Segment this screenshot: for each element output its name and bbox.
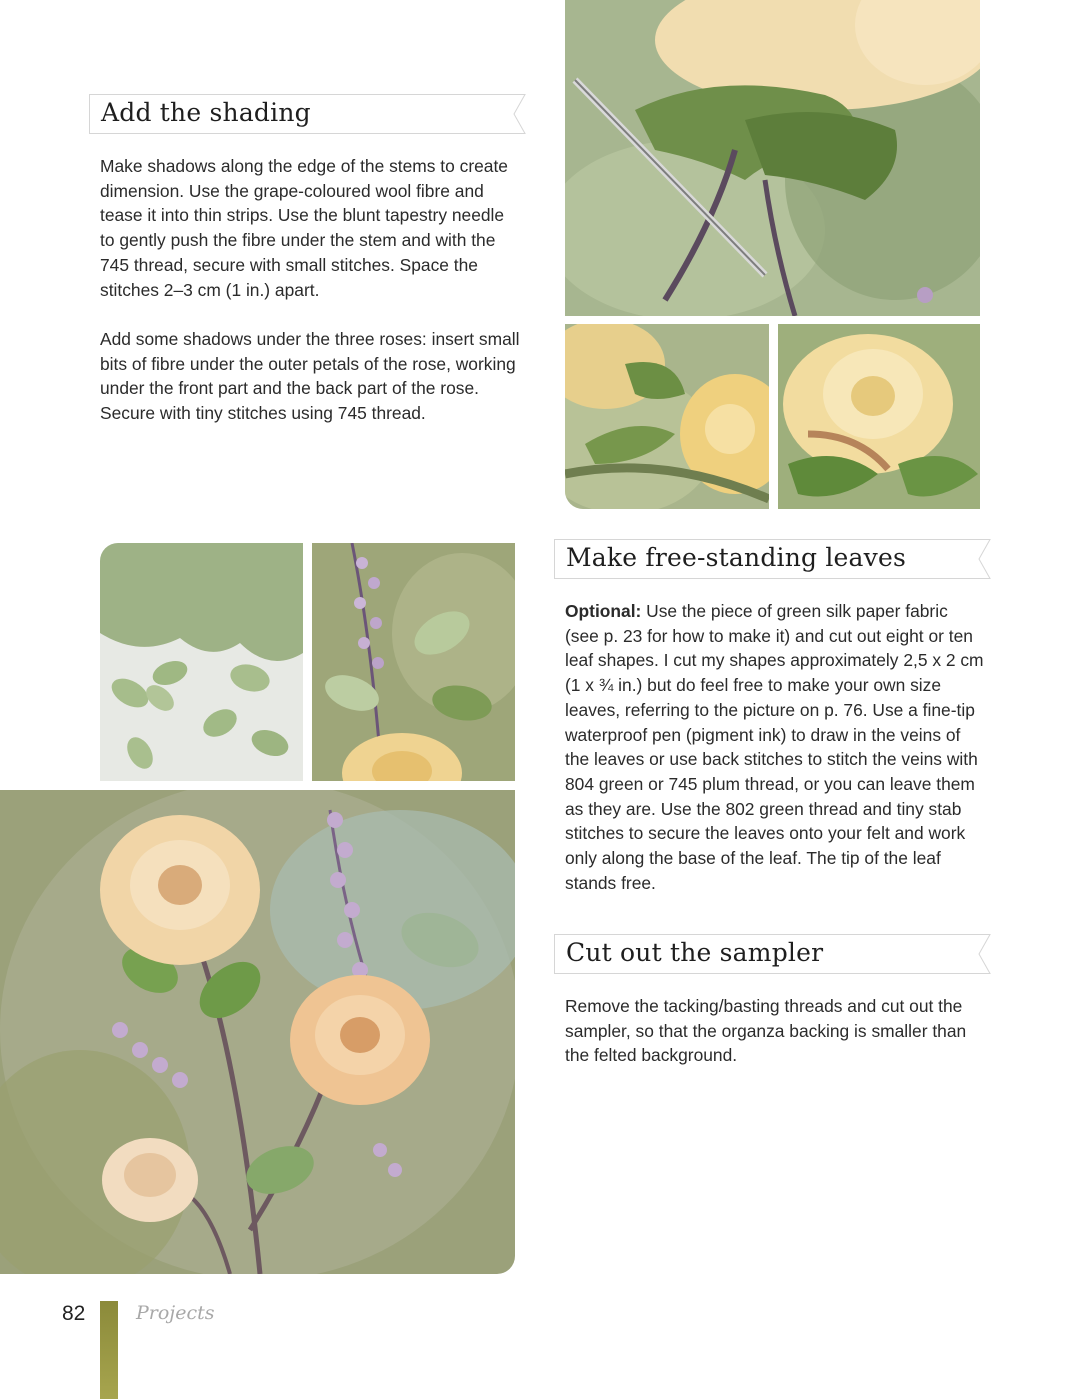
sampler-paragraph: Remove the tacking/basting threads and cut out the sampler, so that the organza backing is smaller than the felted background.	[565, 996, 967, 1066]
optional-label: Optional:	[565, 601, 642, 621]
leaves-paragraph	[565, 599, 985, 895]
heading-box-sampler	[554, 934, 990, 974]
photo-needle-stem	[565, 0, 980, 316]
section-heading-sampler: Cut out the sampler	[566, 938, 824, 967]
photo-rose-closeup	[778, 324, 980, 509]
heading-tab-shape	[508, 94, 526, 134]
leaves-paragraph-text: Use the piece of green silk paper fabric (see p. 23 for how to make it) and cut out eight or ten leaf shapes. I cut my shapes approximately 2,5 x 2 cm (1 x ¾ in.) but do feel free to make your own size leaves, referring to the picture on p. 76. Use a fine-tip waterproof pen (pigment ink) to draw in the veins of the leaves or use back stitches to stitch the veins with 804 green or 745 plum thread, or you can leave them as they are. Use the 802 green thread and tiny stab stitches to secure the leaves onto your felt and work only along the base of the leaf. The tip of the leaf stands free.	[565, 601, 984, 893]
heading-box-shading	[89, 94, 525, 134]
photo-leaves-and-lilac	[312, 543, 515, 781]
photo-cut-leaves	[100, 543, 303, 781]
footer-section-label: Projects	[136, 1302, 215, 1324]
shading-paragraph-2: Add some shadows under the three roses: insert small bits of fibre under the outer petals of the rose, working under the front part and the back part of the rose. Secure with tiny stitches using 745 thread.	[100, 329, 520, 424]
heading-tab-shape	[973, 539, 991, 579]
photo-rose-stem-left	[565, 324, 769, 509]
photo-finished-sampler	[0, 790, 515, 1274]
page-number: 82	[62, 1302, 86, 1325]
heading-tab-shape	[973, 934, 991, 974]
footer-accent-bar	[100, 1301, 118, 1399]
section-heading-leaves: Make free-standing leaves	[566, 543, 907, 572]
section-heading-shading: Add the shading	[101, 98, 311, 127]
shading-paragraph-1: Make shadows along the edge of the stems to create dimension. Use the grape-coloured wool fibre and tease it into thin strips. Use the blunt tapestry needle to gently push the fibre under the stem and with the 745 thread, secure with small stitches. Space the stitches 2–3 cm (1 in.) apart.	[100, 156, 508, 300]
heading-box-leaves	[554, 539, 990, 579]
